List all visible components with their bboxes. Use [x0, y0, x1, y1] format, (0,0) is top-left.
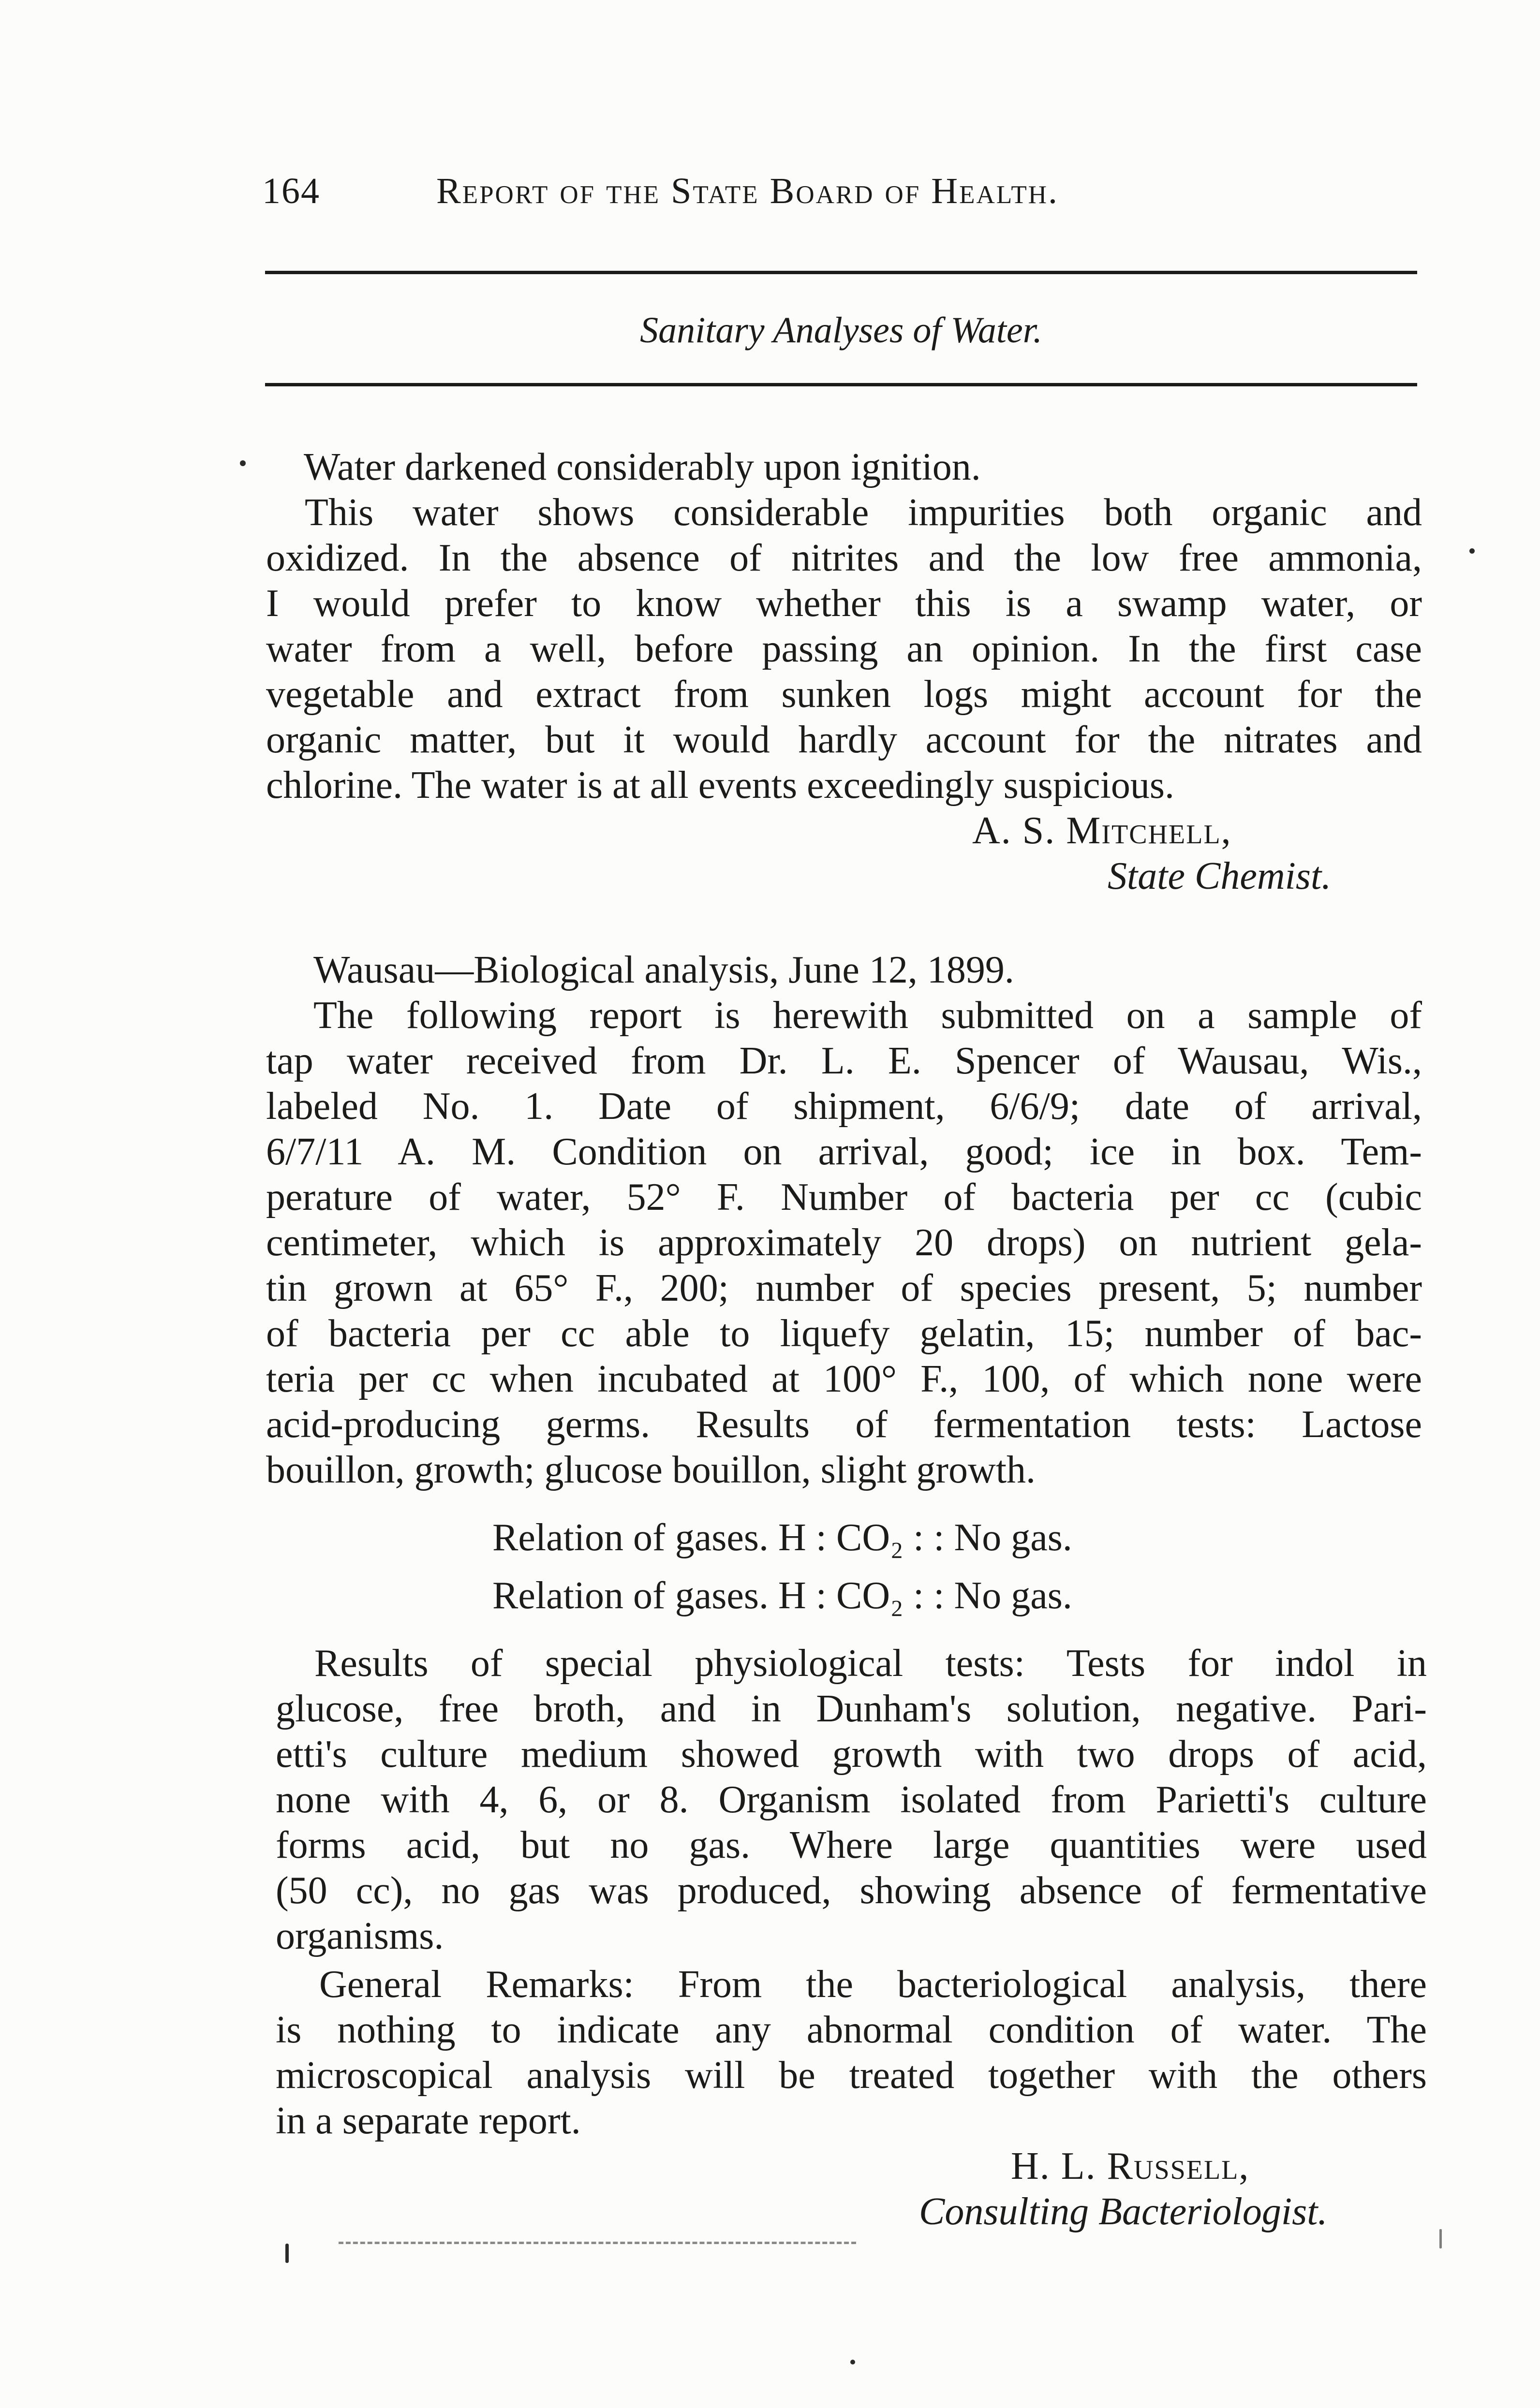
- gas-relation: Relation of gases. H : CO₂ : : No gas.: [492, 1574, 1072, 1617]
- header-rule-bottom: [265, 383, 1417, 386]
- signature-name: A. S. Mitchell,: [972, 809, 1232, 852]
- text-line: The following report is herewith submitted on a sample of: [313, 994, 1422, 1037]
- gas-relation: Relation of gases. H : CO₂ : : No gas.: [492, 1516, 1072, 1559]
- text-line: chlorine. The water is at all events exceedingly suspicious.: [266, 764, 1174, 807]
- text-line: bouillon, growth; glucose bouillon, slight growth.: [266, 1449, 1036, 1491]
- scan-speck: [1439, 2229, 1442, 2248]
- text-line: I would prefer to know whether this is a swamp water, or: [266, 582, 1422, 625]
- text-line: vegetable and extract from sunken logs might account for the: [266, 673, 1422, 716]
- text-line: labeled No. 1. Date of shipment, 6/6/9; date of arrival,: [266, 1085, 1422, 1128]
- signature-name: H. L. Russell,: [1011, 2145, 1250, 2188]
- text-line: microscopical analysis will be treated together with the others: [276, 2054, 1427, 2097]
- scan-speck: [850, 2360, 855, 2364]
- text-line: organisms.: [276, 1915, 444, 1957]
- scan-speck: [285, 2244, 289, 2263]
- page-header: [262, 170, 1423, 223]
- running-title: Report of the State Board of Health.: [436, 171, 1059, 211]
- text-line: tin grown at 65° F., 200; number of species present, 5; number: [266, 1267, 1422, 1309]
- text-line: is nothing to indicate any abnormal condition of water. The: [276, 2009, 1427, 2051]
- text-line: perature of water, 52° F. Number of bacteria per cc (cubic: [266, 1176, 1422, 1219]
- text-line: organic matter, but it would hardly account for the nitrates and: [266, 719, 1422, 761]
- text-line: in a separate report.: [276, 2100, 581, 2142]
- text-line: Results of special physiological tests: Tests for indol in: [314, 1642, 1427, 1685]
- signature-title: Consulting Bacteriologist.: [919, 2190, 1328, 2233]
- page-number: 164: [262, 171, 320, 211]
- text-line: glucose, free broth, and in Dunham's solution, negative. Pari-: [276, 1688, 1427, 1730]
- header-rule-top: [265, 271, 1417, 274]
- text-line: General Remarks: From the bacteriological analysis, there: [319, 1963, 1427, 2006]
- text-line: tap water received from Dr. L. E. Spencer of Wausau, Wis.,: [266, 1040, 1422, 1082]
- report-heading: Wausau—Biological analysis, June 12, 1899.: [313, 949, 1014, 991]
- scan-artifact-dotted-line: [339, 2242, 856, 2244]
- text-line: centimeter, which is approximately 20 drops) on nutrient gela-: [266, 1221, 1422, 1264]
- signature-title: State Chemist.: [1108, 855, 1332, 897]
- text-line: 6/7/11 A. M. Condition on arrival, good; ice in box. Tem-: [266, 1131, 1422, 1173]
- text-line: teria per cc when incubated at 100° F., 100, of which none were: [266, 1358, 1422, 1400]
- text-line: (50 cc), no gas was produced, showing absence of fermentative: [276, 1869, 1427, 1912]
- text-line: of bacteria per cc able to liquefy gelatin, 15; number of bac-: [266, 1312, 1422, 1355]
- section-title: Sanitary Analyses of Water.: [640, 310, 1042, 351]
- text-line: This water shows considerable impurities both organic and: [305, 491, 1422, 534]
- scan-speck: [1469, 548, 1475, 554]
- text-line: acid-producing germs. Results of fermentation tests: Lactose: [266, 1403, 1422, 1446]
- scan-speck: [240, 460, 246, 466]
- text-line: forms acid, but no gas. Where large quantities were used: [276, 1824, 1427, 1866]
- text-line: none with 4, 6, or 8. Organism isolated from Parietti's culture: [276, 1778, 1427, 1821]
- text-line: Water darkened considerably upon ignition.: [304, 446, 981, 488]
- text-line: etti's culture medium showed growth with two drops of acid,: [276, 1733, 1427, 1776]
- text-line: oxidized. In the absence of nitrites and the low free ammonia,: [266, 537, 1422, 579]
- text-line: water from a well, before passing an opinion. In the first case: [266, 628, 1422, 670]
